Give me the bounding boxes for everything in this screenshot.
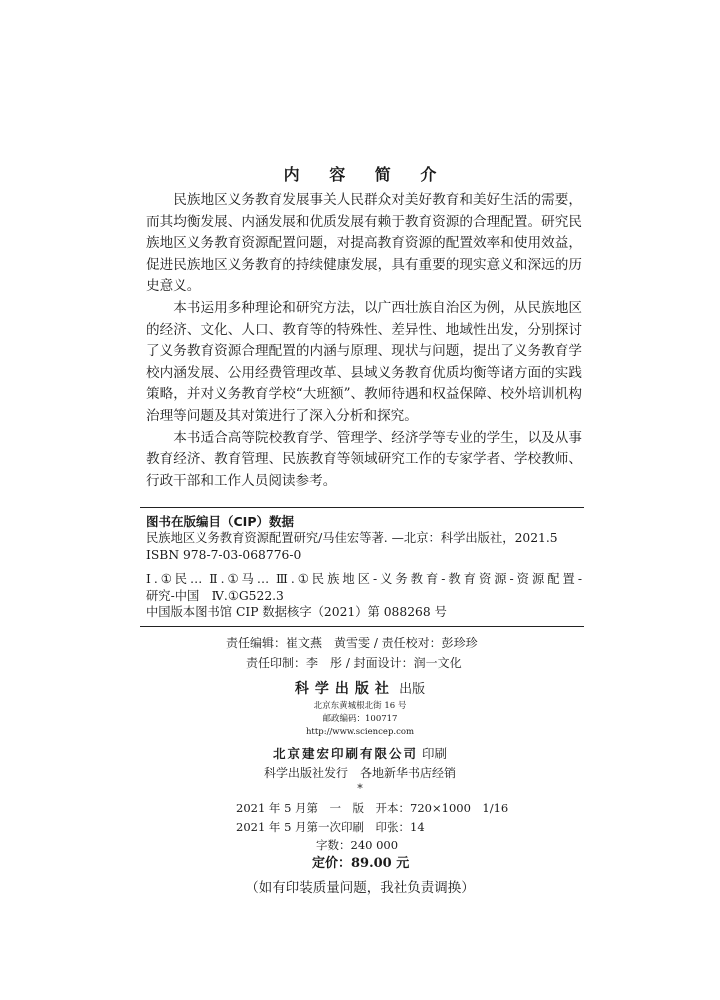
printer-suffix: 印刷 bbox=[421, 746, 447, 761]
cip-data-number: 中国版本图书馆 CIP 数据核字（2021）第 088268 号 bbox=[146, 605, 447, 619]
credits-production: 责任印制：李 彤 / 封面设计：润一文化 bbox=[246, 656, 462, 670]
cip-class-part-2: Ⅱ.①马… bbox=[209, 572, 270, 586]
introduction-paragraph-2: 本书运用多种理论和研究方法，以广西壮族自治区为例，从民族地区的经济、文化、人口、教育等的特殊性、差异性、地域性出发，分别探讨了义务教育资源合理配置的内涵与原理、现状与问题，提出了义务教育学校内涵发展、公用经费管理改革、县域义务教育优质均衡等诸方面的实践策略，并对义务教育学校“大班额”、教师待遇和权益保障、校外培训机构治理等问题及其对策进行了深入分析和探究。 bbox=[146, 299, 582, 424]
cip-block bbox=[146, 530, 582, 621]
price: 定价：89.00 元 bbox=[312, 856, 410, 871]
cip-classification-line-2: 研究-中国 Ⅳ.①G522.3 bbox=[146, 588, 284, 603]
cip-isbn: ISBN 978-7-03-068776-0 bbox=[146, 547, 302, 562]
edition-line: 2021 年 5 月第 一 版 开本：720×1000 1/16 bbox=[236, 801, 509, 815]
credits-editors: 责任编辑：崔文燕 黄雪雯 / 责任校对：彭珍珍 bbox=[226, 636, 478, 650]
introduction-body bbox=[146, 190, 582, 492]
publisher-suffix: 出版 bbox=[399, 682, 426, 697]
separator-asterisk: * bbox=[357, 782, 363, 795]
quality-notice: （如有印装质量问题，我社负责调换） bbox=[245, 880, 475, 896]
word-count: 字数：240 000 bbox=[316, 838, 399, 852]
publisher-address: 北京东黄城根北街 16 号 bbox=[313, 701, 407, 711]
printer-line bbox=[0, 744, 720, 762]
introduction-paragraph-1: 民族地区义务教育发展事关人民群众对美好教育和美好生活的需要，而其均衡发展、内涵发展和优质发展有赖于教育资源的合理配置。研究民族地区义务教育资源配置问题，对提高教育资源的配置效率和使用效益，促进民族地区义务教育的持续健康发展，具有重要的现实意义和深远的历史意义。 bbox=[146, 192, 582, 295]
cip-top-rule bbox=[140, 507, 584, 508]
printer-name: 北京建宏印刷有限公司 bbox=[272, 746, 418, 761]
publisher-line bbox=[0, 678, 720, 698]
cip-title-line: 民族地区义务教育资源配置研究/马佳宏等著. —北京：科学出版社，2021.5 bbox=[146, 531, 558, 545]
publisher-website: http://www.sciencep.com bbox=[305, 727, 415, 737]
distribution-line: 科学出版社发行 各地新华书店经销 bbox=[263, 766, 456, 780]
introduction-title: 内 容 简 介 bbox=[283, 165, 449, 184]
cip-class-part-3: Ⅲ.①民族地区-义务教育-教育资源-资源配置- bbox=[276, 572, 582, 586]
printing-line: 2021 年 5 月第一次印刷 印张：14 bbox=[236, 820, 425, 834]
cip-classification-line bbox=[146, 571, 582, 588]
cip-heading: 图书在版编目（CIP）数据 bbox=[146, 514, 294, 529]
cip-bottom-rule bbox=[140, 626, 584, 627]
publisher-postcode: 邮政编码：100717 bbox=[322, 714, 398, 724]
cip-class-part-1: Ⅰ.①民… bbox=[146, 572, 203, 586]
introduction-paragraph-3: 本书适合高等院校教育学、管理学、经济学等专业的学生，以及从事教育经济、教育管理、民族教育等领域研究工作的专家学者、学校教师、行政干部和工作人员阅读参考。 bbox=[146, 429, 582, 489]
publisher-name: 科学出版社 bbox=[294, 681, 395, 697]
